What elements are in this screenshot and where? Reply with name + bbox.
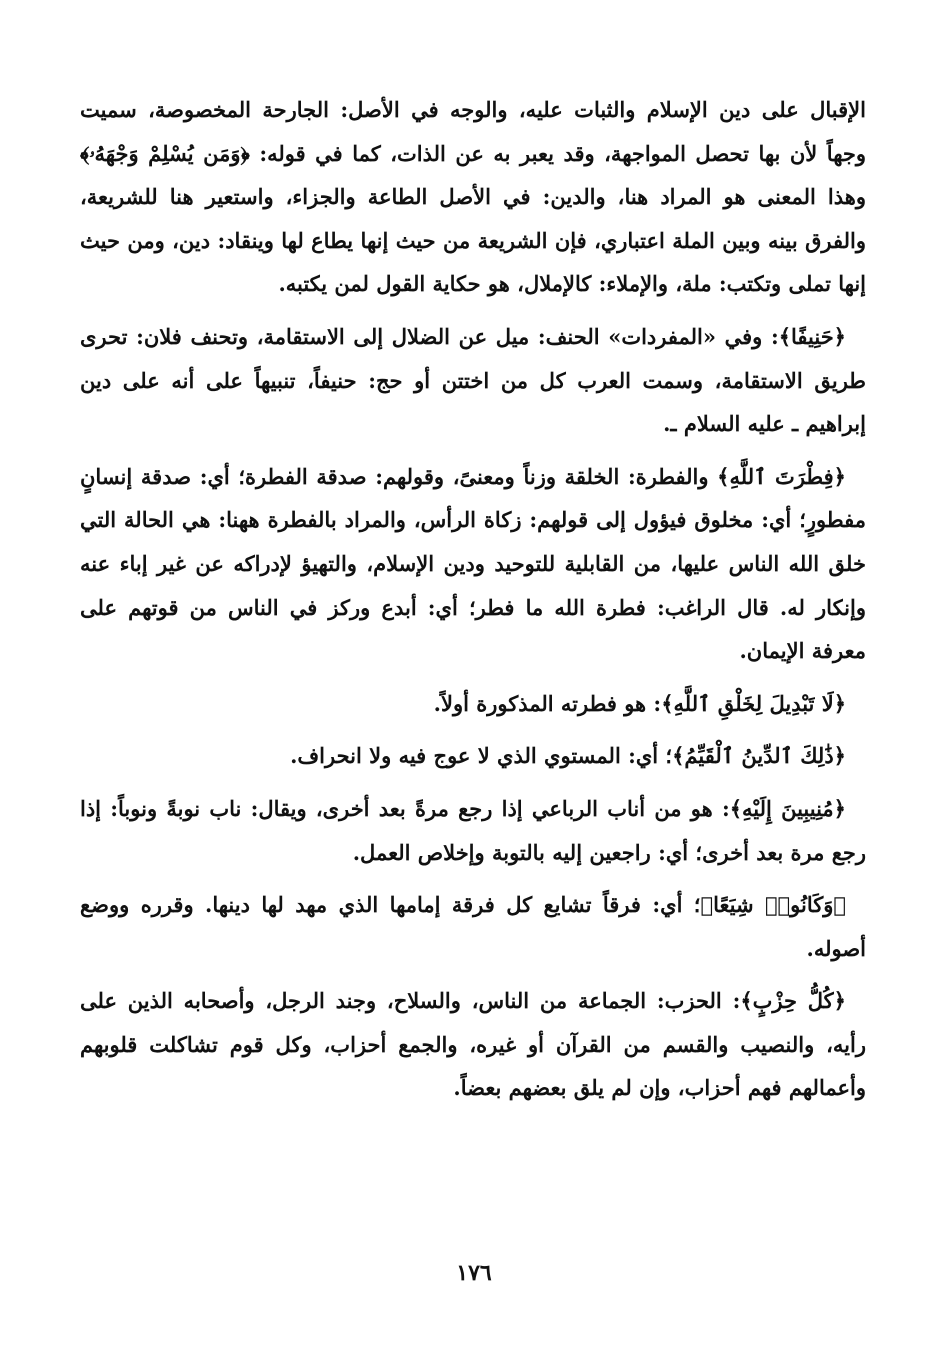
paragraph-6 [80, 787, 866, 874]
paragraph-4 [80, 682, 866, 726]
quran-quote: ﴿ذَٰلِكَ ٱلدِّينُ ٱلْقَيِّمُ﴾ [672, 743, 846, 769]
paragraph-1 [80, 88, 866, 306]
paragraph-text: ؛ أي: فرقاً تشايع كل فرقة إمامها الذي مهد لها دينها. وقرره ووضع أصوله. [80, 892, 866, 961]
quran-quote: ﴿حَنِيفًا﴾ [778, 323, 846, 349]
quran-quote: ﴿فِطْرَتَ ٱللَّهِ﴾ [717, 463, 846, 489]
paragraph-2 [80, 315, 866, 446]
quran-quote: ﴿لَا تَبْدِيلَ لِخَلْقِ ٱللَّهِ﴾ [661, 690, 846, 716]
page-body [80, 88, 866, 1119]
quran-quote: ﴿وَكَانُوا۟ شِيَعًا﴾ [700, 892, 846, 918]
quran-quote: ﴿كُلُّ حِزْبٍ﴾ [740, 988, 846, 1014]
page-number: ١٧٦ [456, 1260, 492, 1286]
paragraph-text: : هو فطرته المذكورة أولاً. [433, 690, 662, 716]
paragraph-text: : الحزب: الجماعة من الناس، والسلاح، وجند الرجل، وأصحابه الذين على رأيه، والنصيب والقسم من القرآن أو غيره، والجمع أحزاب، وكل قوم تشاكلت قلوبهم وأعمالهم فهم أحزاب، وإن لم يلق بعضهم بعضاً. [80, 988, 866, 1101]
paragraph-text: ؛ أي: المستوي الذي لا عوج فيه ولا انحراف. [290, 743, 673, 769]
paragraph-text: الإقبال على دين الإسلام والثبات عليه، والوجه في الأصل: الجارحة المخصوصة، سميت وجهاً لأن بها تحصل المواجهة، وقد يعبر به عن الذات، كما في قوله: ﴿وَمَن يُسْلِمْ وَجْهَهُۥ﴾ وهذا المعنى هو المراد هنا، والدين: في الأصل الطاعة والجزاء، واستعير هنا للشريعة، والفرق بينه وبين الملة اعتباري، فإن الشريعة من حيث إنها يطاع لها وينقاد: دين، ومن حيث إنها تملى وتكتب: ملة، والإملاء: كالإملال، هو حكاية القول لمن يكتبه. [80, 97, 866, 297]
paragraph-3 [80, 455, 866, 673]
paragraph-text: : وفي «المفردات» الحنف: ميل عن الضلال إلى الاستقامة، وتحنف فلان: تحرى طريق الاستقامة، وسمت العرب كل من اختتن أو حج: حنيفاً، تنبيهاً على أنه على دين إبراهيم ـ عليه السلام ـ. [80, 323, 866, 437]
paragraph-text: والفطرة: الخلقة وزناً ومعنىً، وقولهم: صدقة الفطرة؛ أي: صدقة إنسانٍ مفطورٍ؛ أي: مخلوق فيؤول إلى قولهم: زكاة الرأس، والمراد بالفطرة ههنا: هي الحالة التي خلق الله الناس عليها، من القابلية للتوحيد ودين الإسلام، والتهيؤ لإدراكه عن غير إباء عنه وإنكار له. قال الراغب: فطرة الله ما فطر؛ أي: أبدع وركز في الناس من قوتهم على معرفة الإيمان. [80, 463, 866, 664]
paragraph-text: : هو من أناب الرباعي إذا رجع مرةً بعد أخرى، ويقال: ناب نوبةً ونوباً: إذا رجع مرة بعد أخرى؛ أي: راجعين إليه بالتوبة وإخلاص العمل. [80, 795, 866, 865]
quran-quote: ﴿مُنِيبِينَ إِلَيْهِ﴾ [729, 795, 846, 821]
paragraph-5 [80, 734, 866, 778]
paragraph-7 [80, 883, 866, 970]
paragraph-8 [80, 979, 866, 1110]
